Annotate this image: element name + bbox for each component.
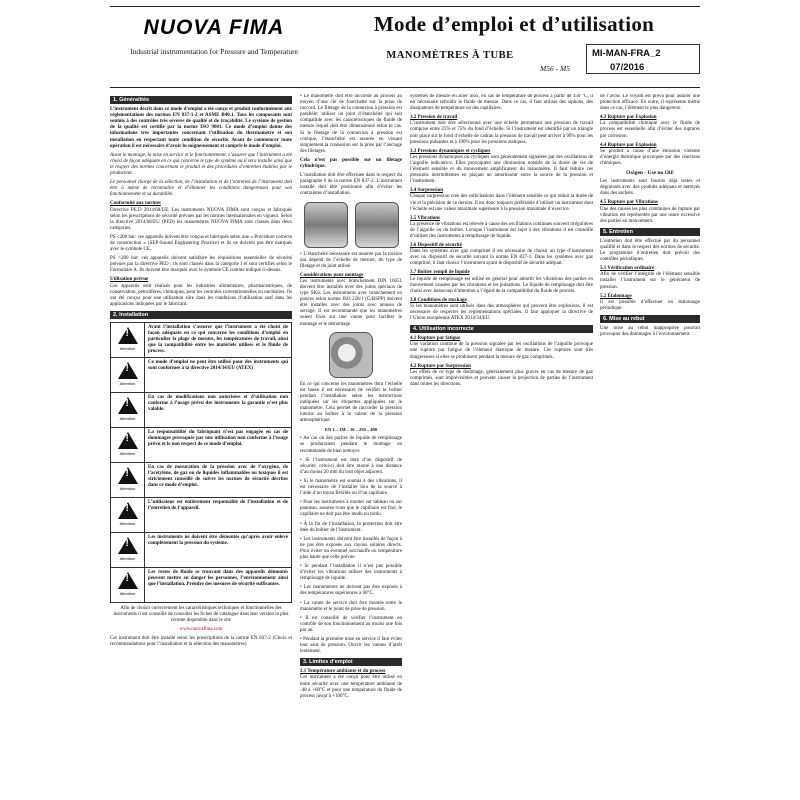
column-1 xyxy=(110,94,292,794)
paragraph: • Pendant la première mise en service il faut éviter tout saut de pression. Ouvrir les vannes d’arrêt lentement. xyxy=(300,637,402,655)
warning-row xyxy=(110,463,292,498)
page-subtitle: MANOMÈTRES À TUBE xyxy=(386,50,514,61)
subheading: 5.2 Étalonnage xyxy=(600,293,632,299)
paragraph: Les instruments sont fournis déjà testés et dégraissés avec des produits adéquats et nettoyés dans des sachets. xyxy=(600,179,700,197)
subheading: 5.1 Vérification ordinaire xyxy=(600,266,655,272)
column-2 xyxy=(300,94,402,794)
warning-icon-cell xyxy=(111,323,145,357)
subheading-conformity: Conformité aux normes xyxy=(110,201,161,207)
warning-text: La responsabilité du fabriquant n’est pas engagée en cas de dommages provoqués par une utilisation non conforme à l’usage prévu et le non respect de ce mode d’emploi. xyxy=(148,430,288,447)
paragraph: • Au cas où des parties de liquide de remplissage se produiraient pendant le montage on recommande de bien nettoyer. xyxy=(300,436,402,454)
section-heading-disposal: 6. Mise au rebut xyxy=(600,315,700,323)
subheading: 3.1 Température ambiante et du process xyxy=(300,669,386,675)
section-heading-installation: 2. Installation xyxy=(110,311,292,319)
paragraph: • Les instruments doivent être installés de façon à ne pas être exposés aux rayons solaires directs. Pour éviter un éventuel surchauffe ou température plus haute que celle prévue. xyxy=(300,536,402,560)
warning-icon-cell xyxy=(111,498,145,532)
paragraph: • Si l’instrument est doté d’un dispositif de sécurité, celui-ci doit être monté à une distance d’au moins 20 mm du tout objet adjacent. xyxy=(300,457,402,475)
warning-text: Les instruments ne doivent être démontés qu’après avoir enlevé complètement la pression du système. xyxy=(148,535,288,546)
paragraph: PS >200 bar: ces appareils doivent satisfaire les réquisitions essentielles de sécurité prévues par la directive PED ; ils sont classés dans la catégorie I et sont certifiés selon le Formulaire A. Ils doivent être marqués avec le symbole CE comme indiqué ci-dessus. xyxy=(110,256,292,274)
paragraph: Dans les systèmes avec gaz comprimé il est nécessaire de choisir un type d’instrument avec un dispositif de sécurité suivant la norme EN 837-1. Dans les systèmes avec gaz comprimé, il faut choisir l’instrument ayant le dispositif de sécurité adéquat. xyxy=(410,249,593,267)
model-codes: M56 - M5 xyxy=(540,64,570,73)
paragraph: Cela n’est pas possible sur un filetage cylindrique. xyxy=(300,157,402,170)
paragraph: L’instrument décrit dans ce mode d’emploi a été conçu et produit conformément aux réglementations des normes EN 837-1-2 et ASME B40.1. Tous les composants sont soumis à des contrôles très sévères de qualité et de traçabilité. Le système de gestion de la qualité est certifié par la norme ISO 9001. Ce mode d’emploi donne des informations très importantes concernant l’utilisation du thermomètre et son installation en respectant toute condition de sécurité. Avant de commencer toute opération il est nécessaire d’avoir lu soigneusement et compris le mode d’emploi. xyxy=(110,107,292,149)
paragraph: Directive PE.D 2014/68/UE. Les instruments NUOVA FIMA sont conçus et fabriqués selon les prescriptions de sécurité prévues par les normes internationales en vigueur. Selon la directive 2014/68/EU (PED) les manomètres NUOVA FIMA sont classés dans deux catégories. xyxy=(110,207,292,231)
paragraph: • L’étanchéité nécessaire est assurée par la torsion qui dépend de l’échelle de mesure, du type de filetage et du joint utilisé. xyxy=(300,251,402,269)
warning-icon-cell xyxy=(111,568,145,602)
paragraph: de l’avoir. Le voyant est prévu pour assurer une protection efficace. En outre, il représente même dans ce cas, l’élément le plus dangereux. xyxy=(600,94,700,112)
paragraph: Cet instrument doit être installé selon les prescriptions de la norme EN 837-2 (Choix et recommandations pour l’installation et la sélection des manomètres) xyxy=(110,636,292,648)
logo-text: NUOVA FIMA xyxy=(143,16,285,39)
warning-caption: Attention xyxy=(119,451,136,457)
warning-icon-cell xyxy=(111,463,145,497)
paragraph: • Si le manomètre est soumis à des vibrations, il est nécessaire de l’installer loin de la source à l’aide d’un tuyau flexible ou d’un capillaire. xyxy=(300,478,402,497)
warning-icon-cell xyxy=(111,358,145,392)
subheading: 4.3 Rupture par Explosion xyxy=(600,115,657,121)
paragraph: systèmes de mesure en acier inox, en cas de température de process à partir de 150 °C, il est nécessaire refroidir le fluide de mesure. Dans ce cas, il faut utiliser des siphons, des dissipateurs de température ou des capillaires. xyxy=(410,94,593,112)
oxygen-warning: Oxigen - Use no Oil! xyxy=(626,170,674,177)
warning-row xyxy=(110,393,292,428)
subheading: 4.1 Rupture par fatigue xyxy=(410,336,461,342)
subheading: 3.6 Dispositif de sécurité xyxy=(410,243,462,249)
doc-date: 07/2016 xyxy=(610,62,645,73)
warning-caption: Attention xyxy=(119,556,136,562)
warning-triangle-icon xyxy=(118,537,138,554)
paragraph: Chaque surpression crée des sollicitations dans l’élément sensible ce qui réduit la durée de vie et la précision de ce dernier. Il est donc toujours préférable d’utiliser un instrument dont l’échelle est une valeur maximale supérieure à la pression maximale d’exercice. xyxy=(410,194,593,212)
section-heading-incorrect-use: 4. Utilisation incorrecte xyxy=(410,325,593,333)
warning-row xyxy=(110,322,292,358)
column-4 xyxy=(600,94,700,794)
seal-images xyxy=(300,332,402,378)
subheading: 3.4 Surpression xyxy=(410,188,443,194)
warning-triangle-icon xyxy=(118,362,138,379)
paragraph: Il est possible d’effectuer un étalonnage périodique. xyxy=(600,299,700,311)
subheading: 4.5 Rupture par Vibrations xyxy=(600,200,658,206)
paragraph: • À la fin de l’installation, la protection doit être ôtée du boîtier de l’instrument. xyxy=(300,521,402,533)
warning-text: En cas de mesuration de la pression avec de l’oxygène, de l’acétylène, de gaz ou de liquides inflammables ou toxiques il est strictement conseillé de suivre les normes de sécurité décrites dans ce mode d’emploi. xyxy=(148,465,288,488)
subheading: 3.2 Pression de travail xyxy=(410,115,458,121)
paragraph: • Si pendant l’installation il n’est pas possible d’éviter les vibrations utiliser des instruments à remplissage de liquide. xyxy=(300,564,402,582)
warning-triangle-icon xyxy=(118,572,138,589)
subheading: 3.5 Vibrations xyxy=(410,215,441,221)
paragraph: L’instrument doit être sélectionné avec une échelle permettant une pression de travail comprise entre 25% et 75% du fond d’échelle. Si l’instrument est identifié par un triangle noir placé sur le fond d’échelle de cadran la pression de travail peut arriver à 90% pour les pressions pulsantes et à 100% pour les pressions statiques. xyxy=(410,121,593,145)
paragraph: Les instruments avec branchement DIN 16651 doivent être installés avec des joints spéciaux de type SKS. Les instruments avec branchement en pouces selon norme ISO 228/1 (G/BSPP) doivent être installés avec des joints avec anneau de serrage. Il est recommandé que les manomètres soient fixés sur une vanne pour faciliter le montage et le démontage. xyxy=(300,278,402,327)
gauge-connection-image xyxy=(304,202,348,248)
paragraph: L’entretien doit être effectué par du personnel qualifié et dans le respect des normes de sécurité. Le programme d’entretien doit prévoir des contrôles périodiques. xyxy=(600,238,700,263)
warning-triangle-icon xyxy=(118,432,138,449)
subheading: 3.8 Conditions de stockage xyxy=(410,297,467,303)
warning-caption: Attention xyxy=(119,521,136,527)
warning-caption: Attention xyxy=(119,486,136,492)
warning-row xyxy=(110,358,292,393)
subheading: 3.7 Boîtier rempli de liquide xyxy=(410,270,470,276)
section-heading-maintenance: 5. Entretien xyxy=(600,228,700,236)
seal-image xyxy=(329,332,373,378)
paragraph: • Il est conseillé de vérifier l’instrument en contrôle de son fonctionnement au moins une fois par an. xyxy=(300,615,402,633)
paragraph: Le liquide de remplissage est utilisé en général pour amortir les vibrations des parties en mouvement causées par les vibrations et les pulsations. Le liquide de remplissage doit être choisi avec beaucoup d’attention à l’égard de la compatibilité du fluide de process. xyxy=(410,276,593,294)
warning-row xyxy=(110,533,292,568)
paragraph: Les pressions dynamiques ou cycliques sont généralement signalées par des oscillations de l’aiguille indicatrice. Elles provoquent une diminution notable de la durée de vie de l’élément sensible et du mouvement amplificateur du manomètre. Il faut réduire ces pressions intermittentes en plaçant un amortisseur entre la source de la pression et l’instrument. xyxy=(410,154,593,185)
warning-icon-cell xyxy=(111,428,145,462)
table-note: EN 1 – 1M – 16 – 250 – 400 xyxy=(324,427,378,433)
page-title: Mode d’emploi et d’utilisation xyxy=(373,12,655,36)
paragraph: Se produit à cause d’une émission violente d’énergie thermique provoquée par des réactions chimiques. xyxy=(600,148,700,166)
doc-code: MI-MAN-FRA_2 xyxy=(592,48,661,59)
warning-text: Les restes de fluide se trouvant dans des appareils démontés peuvent mettre en danger les personnes, l’environnement ainsi que l’installation. Prendre des mesures de sécurité suffisantes. xyxy=(148,570,288,587)
paragraph: L’installation doit être effectuée dans le respect du paragraphe 6 de la norme EN 837-2. L’instrument installé doit être positionné afin d’éviter les contraintes d’installation. xyxy=(300,173,402,197)
warning-row xyxy=(110,498,292,533)
section-heading-limits: 3. Limites d’emploi xyxy=(300,658,402,666)
paragraph: • Pour les instruments à monter sur tableau ou sur panneau, assurez-vous que le capillaire est fixé, le capillaire ne doit pas être tendu ou tordu. xyxy=(300,500,402,518)
warning-icon-cell xyxy=(111,533,145,567)
warning-caption: Attention xyxy=(119,346,136,352)
section-heading-general: 1. Généralités xyxy=(110,96,292,104)
warning-triangle-icon xyxy=(118,502,138,519)
warning-caption: Attention xyxy=(119,381,136,387)
paragraph: Afin de choisir correctement les caractéristiques techniques et fonctionnelles des instruments il est conseillé de consulter les fiches de catalogue dans leur version la plus récente disponible dans le site xyxy=(113,606,289,624)
paragraph: Les effets de ce type de dommage, généralement plus graves en cas de mesure de gaz comprimés, sont imprévisibles et peuvent causer la projection de parties de l’instrument dans toutes les directions. xyxy=(410,369,593,387)
website-link[interactable]: www.nuovafima.com xyxy=(179,627,223,633)
paragraph: • Le manomètre doit être raccordé au process au moyen d’une clé de fourchette sur la prise de raccord. Le filetage de la connexion à pression est parallèle; utiliser un joint d’étanchéité qui soit compatible avec les caractéristiques du fluide de mesure lequel doit être dimensionné selon le cas. Si le filetage de la connexion à pression est conique, l’étanchéité est assurée en vissant simplement la connexion sur la prise par l’ancrage des filetages. xyxy=(300,94,402,154)
paragraph: Une variation continue de la pression signalée par les oscillations de l’aiguille provoque une rupture par fatigue de l’élément élastique de mesure. Ces ruptures sont très dangereuses si elles se produisent pendant la mesure de gaz comprimés. xyxy=(410,342,593,360)
paragraph: En ce qui concerne les manomètres dont l’échelle est basse il est nécessaire de vérifier le boîtier pendant l’installation selon les instructions indiquées sur les étiquettes appliquées sur le manomètre. Cela permet de raccorder la pression interne au boîtier à la valeur de la pression atmosphérique. xyxy=(300,381,402,424)
warning-text: Ce mode d’emploi ne peut être utilisé pour des instruments qui sont conformes à la directive 2014/34/EU (ATEX) xyxy=(148,360,288,371)
paragraph: • Les manomètres ne doivent pas être exposés à des températures supérieures à 60°C. xyxy=(300,585,402,597)
warning-triangle-icon xyxy=(118,397,138,414)
paragraph: Une mise au rebut inappropriée pourrait provoquer des dommages à l’environnement. xyxy=(600,326,700,338)
paragraph: La compatibilité chimique avec le fluide de process est essentielle afin d’éviter des ruptures par corrosion. xyxy=(600,121,700,139)
warning-triangle-icon xyxy=(118,467,138,484)
warning-caption: Attention xyxy=(119,416,136,422)
installation-images xyxy=(300,202,402,248)
warning-row xyxy=(110,428,292,463)
paragraph: PS ≤200 bar: ces appareils doivent être conçus et fabriqués selon une « Procédure correcte de construction » (SEP-Sound Engineering Practice) et ils ne doivent pas être marqués avec le symbole CE. xyxy=(110,234,292,253)
paragraph: La présence de vibrations est relevée à cause des oscillations continues souvent irrégulières de l’aiguille ou du boîtier. Lorsque l’instrument est sujet à des vibrations il est conseillé d’utiliser des instruments à remplissage de liquide. xyxy=(410,221,593,239)
warning-row xyxy=(110,568,292,603)
warning-caption: Attention xyxy=(119,591,136,597)
subheading: Considérations pour montage xyxy=(300,272,364,278)
subheading: 3.3 Pressions dynamiques et cycliques xyxy=(410,148,491,154)
tagline: Industrial instrumentation for Pressure and Temperature xyxy=(130,47,298,56)
brand-logo xyxy=(110,6,318,50)
warning-icon-cell xyxy=(111,393,145,427)
paragraph: Avant le montage, la mise en service et le fonctionnement, s’assurer que l’instrument a été choisi de façon adéquate en ce qui concerne le type de système où il sera installé ainsi que le respect des normes concernant le produit et des procédures d’entretien établies par le producteur. xyxy=(110,152,292,177)
paragraph: Ces appareils sont réalisés pour les industries alimentaires, pharmaceutiques, de conservation, pétrolifères, chimiques, pour les centrales conventionnelles ou nucléaires. Ils ont été conçus pour une utilisation sûre dans les conditions d’utilisation sauf dans les applications indiquées par le fabricant. xyxy=(110,283,292,307)
warning-text: En cas de modifications non autorisées et d’utilisation non conforme à l’usage prévu des instruments la garantie n’est plus valable. xyxy=(148,395,288,412)
warning-text: L’utilisateur est entièrement responsable de l’installation et de l’entretien de l’appareil. xyxy=(148,500,288,511)
subheading-intended-use: Utilisation prévue xyxy=(110,277,149,283)
paragraph: Le personnel chargé de la sélection, de l’installation et de l’entretien de l’instrument doit être à même de reconnaître et d’éliminer les conditions dangereuses pour son fonctionnement et sa durabilité. xyxy=(110,180,292,198)
paragraph: Si les manomètres sont utilisés dans des atmosphères qui peuvent être explosives, il est nécessaire de respecter les réglementations spéciales. Il faut appliquer la directive de l’Union européenne ATEX 2014/34/EU. xyxy=(410,303,593,322)
paragraph: Cet instrument a été conçu pour être utilisé en toute sécurité avec une température ambiante de -40 à +60°C et pour une température du fluide de process jusqu’à +100°C. xyxy=(300,675,402,699)
subheading: 4.4 Rupture par Explosion xyxy=(600,142,657,148)
subheading: 4.2 Rupture par Surpression xyxy=(410,363,471,369)
warning-table xyxy=(110,322,292,603)
paragraph: • La vanne de service doit être montée entre le manomètre et le point de prise de pression. xyxy=(300,600,402,612)
paragraph: Afin de vérifier l’intégrité de l’élément sensible installer l’instrument sur le générateur de pression. xyxy=(600,272,700,290)
gauge-connection-image xyxy=(355,202,399,248)
paragraph: Une des causes les plus communes de rupture par vibration est représentée par une usure excessive des parties en mouvement. xyxy=(600,206,700,224)
warning-triangle-icon xyxy=(118,327,138,344)
column-3 xyxy=(410,94,593,794)
warning-text: Avant l’installation s’assurer que l’instrument a été choisi de façon adéquate en ce qui concerne les conditions d’emploi en particulier la plage de mesure, les températures de travail, ainsi que la compatibilité entre les matériels utilisés et le fluide de process. xyxy=(148,325,288,354)
